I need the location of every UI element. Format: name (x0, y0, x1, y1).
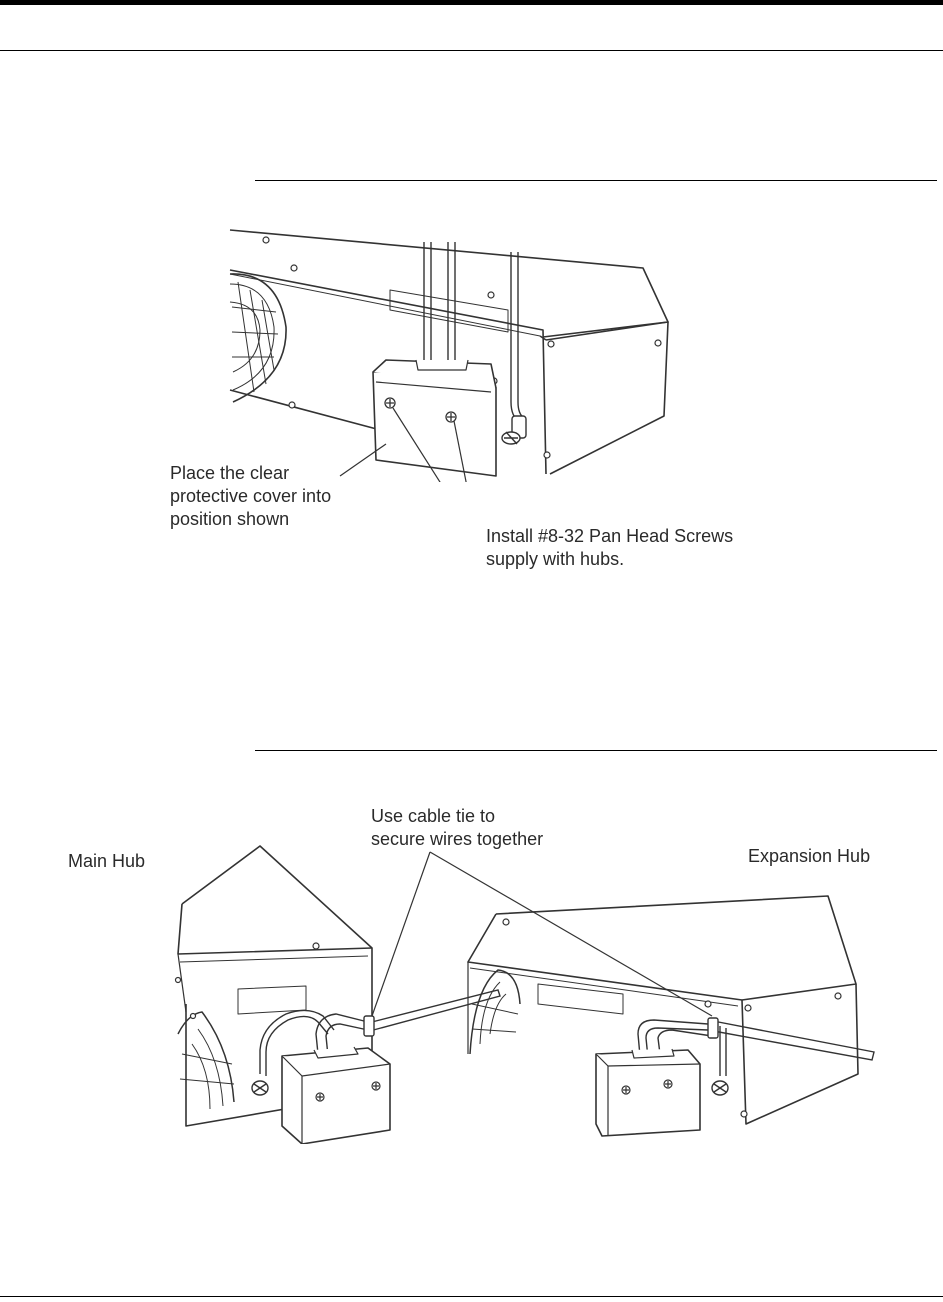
protective-cover (373, 360, 496, 476)
hubs-cable-tie-drawing (168, 844, 894, 1144)
hub-cover-drawing (228, 212, 698, 482)
footer-divider (0, 1296, 943, 1297)
cable-tie-icon (364, 1016, 374, 1036)
chassis-side-face (546, 322, 668, 474)
header-divider (0, 50, 943, 51)
label-expansion-hub: Expansion Hub (748, 846, 871, 866)
callout-cover-line-3: position shown (170, 509, 290, 529)
figure2-top-rule (255, 750, 937, 751)
callout-cover-line-2: protective cover into (170, 486, 332, 506)
ground-connector-icon (502, 416, 526, 444)
main-hub-ground-connector-icon (252, 1081, 268, 1095)
expansion-hub-protective-cover (596, 1049, 700, 1136)
callout-screws-line-2: supply with hubs. (486, 549, 625, 569)
callout-cover-line-1: Place the clear (170, 463, 290, 483)
figure1-illustration (228, 212, 698, 482)
expansion-cable-tie-icon (708, 1018, 718, 1038)
leader-cable-tie-expansion (430, 852, 712, 1016)
callout-protective-cover (170, 462, 331, 531)
callout-screws-line-1: Install #8-32 Pan Head Screws (486, 526, 734, 546)
leader-cable-tie-main (372, 852, 430, 1016)
page-top-rule (0, 0, 943, 5)
expansion-hub-ground-connector-icon (712, 1081, 728, 1095)
callout-cable-tie-line-2: secure wires together (371, 829, 544, 849)
main-hub-protective-cover (282, 1047, 390, 1144)
expansion-hub-fan-icon (470, 970, 520, 1054)
figure1-top-rule (255, 180, 937, 181)
callout-pan-head-screws (486, 525, 733, 571)
label-main-hub: Main Hub (68, 851, 146, 871)
callout-cable-tie-line-1: Use cable tie to (371, 806, 496, 826)
fan-icon (230, 274, 286, 402)
figure2-illustration (168, 844, 894, 1144)
